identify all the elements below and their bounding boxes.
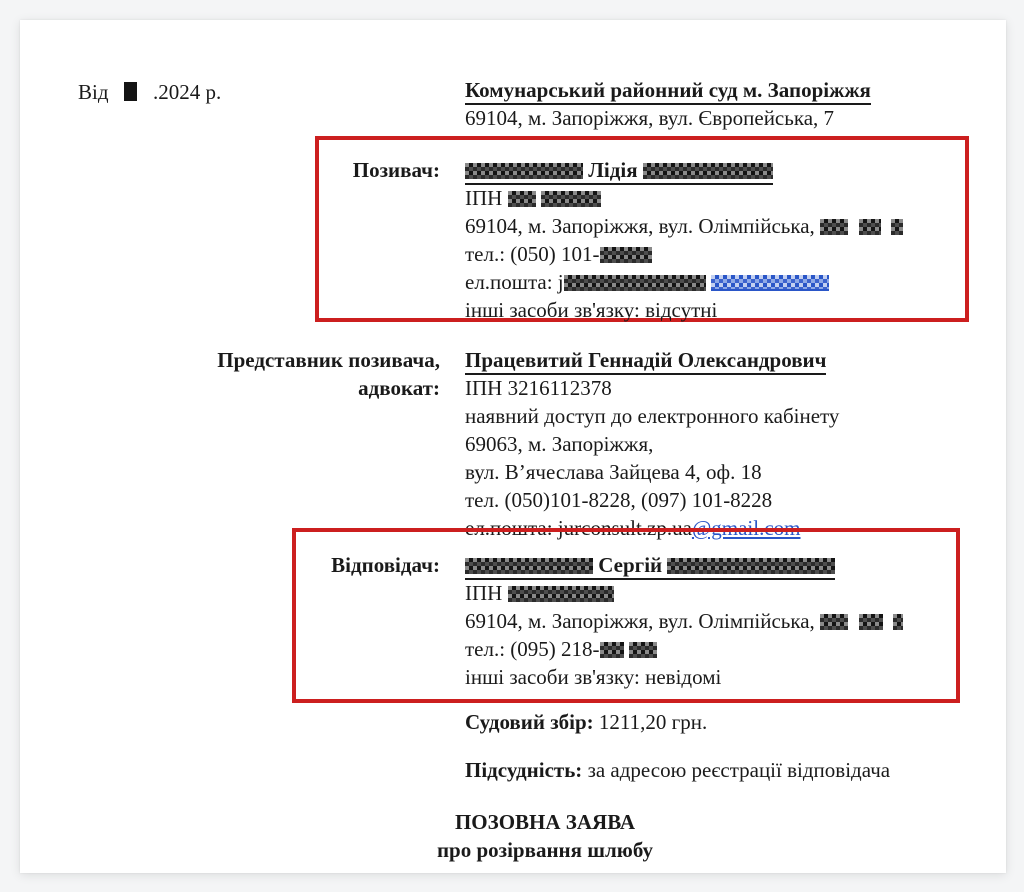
defendant-name-line	[465, 553, 995, 577]
redaction-block	[643, 163, 773, 179]
representative-ecabinet-line: наявний доступ до електронного кабінету	[465, 404, 840, 428]
defendant-other-contacts-line: інші засоби зв'язку: невідомі	[465, 665, 722, 689]
representative-name-line	[465, 348, 995, 372]
redaction-block-solid	[124, 82, 137, 101]
date-line: Від .2024 р.	[78, 80, 222, 104]
defendant-phone-line: тел.: (095) 218-	[465, 637, 995, 661]
plaintiff-label: Позивач:	[352, 158, 440, 182]
redaction-block	[891, 219, 903, 235]
redaction-block	[564, 275, 706, 291]
redaction-block	[820, 219, 848, 235]
redaction-block	[508, 586, 614, 602]
document-page	[20, 20, 1006, 873]
jurisdiction-value: за адресою реєстрації відповідача	[582, 758, 891, 782]
redaction-block	[629, 642, 657, 658]
email-link[interactable]: @gmail.com	[691, 516, 801, 540]
redaction-block	[820, 614, 848, 630]
redaction-block	[541, 191, 601, 207]
court-fee-value: 1211,20 грн.	[593, 710, 708, 734]
plaintiff-address-line: 69104, м. Запоріжжя, вул. Олімпійська,	[465, 214, 995, 238]
redaction-block	[508, 191, 536, 207]
representative-ipn-line: ІПН 3216112378	[465, 376, 612, 400]
plaintiff-ipn-line: ІПН	[465, 186, 995, 210]
court-address: 69104, м. Запоріжжя, вул. Європейська, 7	[465, 106, 835, 130]
redaction-block	[893, 614, 903, 630]
redaction-block	[667, 558, 835, 574]
representative-label-line2: адвокат:	[358, 376, 440, 400]
plaintiff-name: Лідія	[465, 158, 773, 185]
plaintiff-name-line	[465, 158, 995, 182]
representative-name: Працевитий Геннадій Олександрович	[465, 348, 826, 375]
redaction-block	[465, 558, 593, 574]
defendant-label: Відповідач:	[331, 553, 440, 577]
representative-address-line1: 69063, м. Запоріжжя,	[465, 432, 654, 456]
redaction-block	[600, 642, 624, 658]
redaction-block	[859, 614, 883, 630]
jurisdiction-label: Підсудність:	[465, 758, 583, 782]
doc-title-line1: ПОЗОВНА ЗАЯВА	[454, 810, 636, 834]
representative-label-line1: Представник позивача,	[217, 348, 440, 372]
plaintiff-email-line: ел.пошта: j	[465, 270, 995, 294]
court-fee-label: Судовий збір:	[465, 710, 594, 734]
doc-title-line2: про розірвання шлюбу	[436, 838, 654, 862]
redaction-block-link	[711, 275, 829, 291]
defendant-address-line: 69104, м. Запоріжжя, вул. Олімпійська,	[465, 609, 995, 633]
defendant-name: Сергій	[465, 553, 835, 580]
representative-phone-line: тел. (050)101-8228, (097) 101-8228	[465, 488, 773, 512]
defendant-ipn-line: ІПН	[465, 581, 995, 605]
redaction-block	[600, 247, 652, 263]
jurisdiction-line	[465, 758, 995, 782]
representative-address-line2: вул. В’ячеслава Зайцева 4, оф. 18	[465, 460, 762, 484]
representative-email-line: ел.пошта: jurconsult.zp.ua@gmail.com	[465, 516, 801, 540]
redaction-block	[859, 219, 881, 235]
plaintiff-other-contacts-line: інші засоби зв'язку: відсутні	[465, 298, 718, 322]
court-name: Комунарський районний суд м. Запоріжжя	[465, 78, 871, 105]
redaction-block	[465, 163, 583, 179]
plaintiff-phone-line: тел.: (050) 101-	[465, 242, 995, 266]
court-fee-line	[465, 710, 995, 734]
